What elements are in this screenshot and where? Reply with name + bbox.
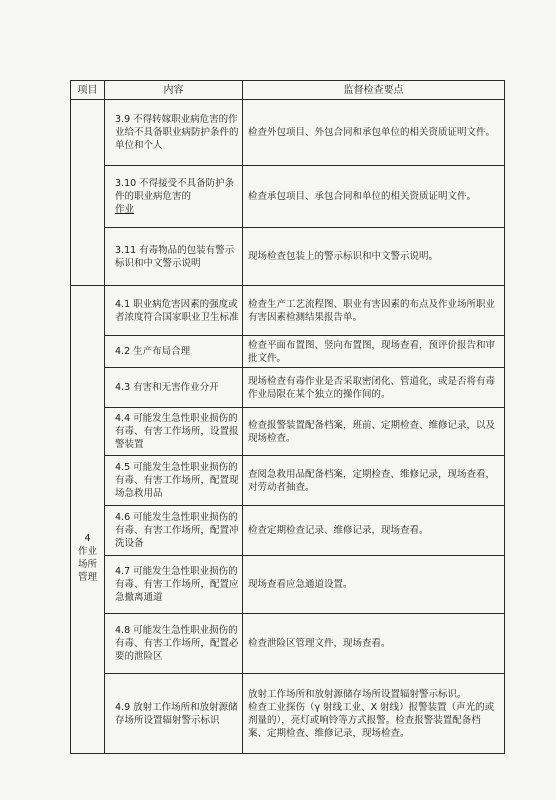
- content-cell: 4.6 可能发生急性职业损伤的有毒、有害工作场所，配置冲洗设备: [105, 506, 243, 556]
- content-cell: 4.7 可能发生急性职业损伤的有毒、有害工作场所，配置应急撤离通道: [105, 556, 243, 614]
- project-number: 4: [84, 533, 91, 544]
- content-underlined-text: 作业: [115, 204, 135, 215]
- content-cell: 3.11 有毒物品的包装有警示标识和中文警示说明: [105, 228, 243, 286]
- content-cell: 4.3 有害和无害作业分开: [105, 368, 243, 408]
- requirement-cell: 检查定期检查记录、维修记录，现场查看。: [243, 506, 505, 556]
- supervision-checklist-table: [70, 80, 505, 754]
- table-row: [71, 674, 505, 754]
- content-cell: [105, 166, 243, 228]
- requirement-cell: 现场检查有毒作业是否采取密闭化、管道化，或是否将有毒作业局限在某个独立的操作间的。: [243, 368, 505, 408]
- project-name: 作业场所管理: [77, 546, 97, 583]
- project-cell-section-4: [71, 286, 105, 754]
- content-cell: 4.9 放射工作场所和放射源储存场所设置辐射警示标识: [105, 674, 243, 754]
- table-row: [71, 408, 505, 456]
- requirement-cell: 检查报警装置配备档案，班前、定期检查、维修记录，以及现场检查。: [243, 408, 505, 456]
- table-row: [71, 614, 505, 674]
- content-cell: 3.9 不得转嫁职业病危害的作业给不具备职业病防护条件的单位和个人: [105, 100, 243, 166]
- project-cell-blank: [71, 100, 105, 286]
- requirement-line: 放射工作场所和放射源储存场所设置辐射警示标识。: [248, 688, 467, 700]
- table-header-row: [71, 81, 505, 100]
- requirement-cell: 检查生产工艺流程图、职业有害因素的布点及作业场所职业有害因素检测结果报告单。: [243, 286, 505, 336]
- requirement-line: 检查工业探伤（γ 射线工业、X 射线）报警装置（声光的或剂量的），亮灯或响铃等方式报警。检查报警装置配备档案、定期检查、维修记录，现场检查。: [248, 701, 495, 739]
- table-row: [71, 228, 505, 286]
- requirement-cell: 现场查看应急通道设置。: [243, 556, 505, 614]
- table-row: [71, 506, 505, 556]
- requirement-cell: 检查泄险区管理文件，现场查看。: [243, 614, 505, 674]
- content-cell: 4.1 职业病危害因素的强度或者浓度符合国家职业卫生标准: [105, 286, 243, 336]
- requirement-cell: [243, 674, 505, 754]
- header-content: 内容: [105, 81, 243, 100]
- requirement-cell: 查阅急救用品配备档案，定期检查、维修记录，现场查看，对劳动者抽查。: [243, 456, 505, 506]
- table-row: [71, 286, 505, 336]
- content-text: 3.10 不得接受不具备防护条件的职业病危害的: [115, 178, 235, 202]
- table-row: [71, 368, 505, 408]
- content-cell: 4.8 可能发生急性职业损伤的有毒、有害工作场所，配置必要的泄险区: [105, 614, 243, 674]
- requirement-cell: 检查外包项目、外包合同和承包单位的相关资质证明文件。: [243, 100, 505, 166]
- content-cell: 4.4 可能发生急性职业损伤的有毒、有害工作场所，设置报警装置: [105, 408, 243, 456]
- table-row: [71, 336, 505, 368]
- content-cell: 4.2 生产布局合理: [105, 336, 243, 368]
- table-row: [71, 456, 505, 506]
- requirement-cell: 检查承包项目、承包合同和单位的相关资质证明文件。: [243, 166, 505, 228]
- header-requirements: 监督检查要点: [243, 81, 505, 100]
- requirement-cell: 检查平面布置图、竖向布置图，现场查看，预评价报告和审批文件。: [243, 336, 505, 368]
- content-cell: 4.5 可能发生急性职业损伤的有毒、有害工作场所，配置现场急救用品: [105, 456, 243, 506]
- table-row: [71, 100, 505, 166]
- table-row: [71, 166, 505, 228]
- header-project: 项目: [71, 81, 105, 100]
- table-row: [71, 556, 505, 614]
- requirement-cell: 现场检查包装上的警示标识和中文警示说明。: [243, 228, 505, 286]
